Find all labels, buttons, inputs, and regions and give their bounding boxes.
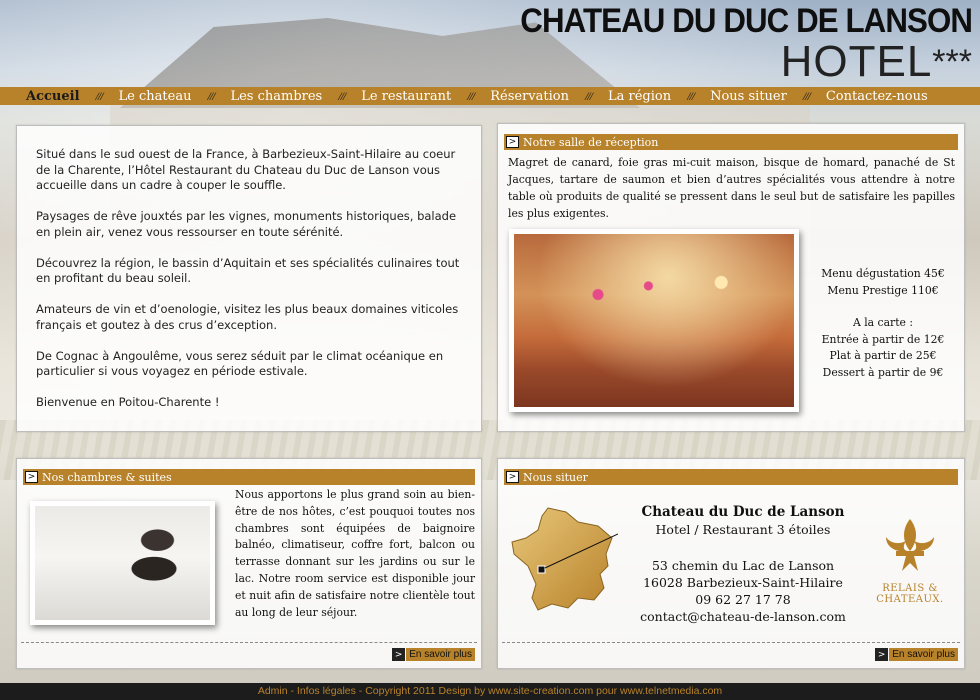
intro-paragraph: Amateurs de vin et d’oenologie, visitez les plus beaux domaines viticoles français et goutez à des crus d’exception. (36, 302, 459, 332)
nav-separator: /// (95, 88, 103, 103)
fleur-de-lis-icon (880, 517, 940, 579)
chevron-right-icon: > (506, 471, 519, 483)
reception-text: Magret de canard, foie gras mi-cuit maison, bisque de homard, panaché de St Jacques, tartare de saumon et bien d’autres spécialités vous attendre à notre table où produits de qualité se pressent dans le seul but de satisfaire les papilles les plus exigentes. (508, 156, 955, 220)
nav-les-chambres[interactable]: Les chambres (230, 88, 323, 104)
footer-text[interactable]: Admin - Infos légales - Copyright 2011 Design by www.site-creation.com pour www.telnetmedia.com (257, 685, 723, 697)
intro-paragraph: Paysages de rêve jouxtés par les vignes, monuments historiques, balade en plein air, venez vous ressourser en toute sérénité. (36, 209, 457, 239)
nav-accueil[interactable]: Accueil (26, 88, 80, 104)
location-header (504, 469, 958, 485)
chevron-right-icon: > (875, 648, 888, 661)
location-title: Nous situer (523, 470, 588, 484)
nav-contactez-nous[interactable]: Contactez-nous (825, 88, 928, 104)
chevron-right-icon: > (25, 471, 38, 483)
reception-header (504, 134, 958, 150)
nav-reservation[interactable]: Réservation (490, 88, 569, 104)
nav-la-region[interactable]: La région (607, 88, 672, 104)
carte-plat: Plat à partir de 25€ (829, 349, 937, 362)
restaurant-photo (509, 229, 799, 412)
location-more-button[interactable] (875, 647, 958, 662)
menu-prices (808, 266, 958, 381)
carte-dessert: Dessert à partir de 9€ (822, 365, 944, 379)
intro-paragraph: Situé dans le sud ouest de la France, à Barbezieux-Saint-Hilaire au coeur de la Charente, l’Hôtel Restaurant du Chateau du Duc de Lanson vous accueille dans un cadre à couper le souffle. (36, 147, 456, 192)
rooms-more-label: En savoir plus (406, 648, 475, 661)
hotel-address (628, 503, 858, 625)
reception-title: Notre salle de réception (523, 135, 659, 149)
france-map-icon (508, 504, 618, 616)
intro-panel (16, 125, 482, 432)
intro-paragraph: Découvrez la région, le bassin d’Aquitain et ses spécialités culinaires tout en profitant du beau soleil. (36, 255, 460, 285)
chevron-right-icon: > (506, 136, 519, 148)
nav-separator: /// (338, 88, 346, 103)
email-link[interactable]: contact@chateau-de-lanson.com (640, 609, 846, 624)
address-city: 16028 Barbezieux-Saint-Hilaire (643, 575, 843, 590)
rooms-text: Nous apportons le plus grand soin au bien-être de nos hôtes, c’est pouquoi toutes nos chambres sont équipées de baignoire balnéo, climatiseur, coffre fort, balcon ou terrasse donnant sur les jardins ou sur le lac. Notre room service est disponible jour et nuit afin de satisfaire notre clientèle tout au long de leur séjour. (235, 488, 475, 619)
nav-le-chateau[interactable]: Le chateau (118, 88, 192, 104)
location-more-label: En savoir plus (889, 648, 958, 661)
nav-separator: /// (467, 88, 475, 103)
footer (0, 683, 980, 700)
nav-separator: /// (802, 88, 810, 103)
relais-chateaux-logo (870, 517, 950, 605)
carte-heading: A la carte : (853, 316, 913, 329)
site-subtitle (481, 37, 972, 86)
main-nav (0, 87, 980, 105)
nav-nous-situer[interactable]: Nous situer (710, 88, 787, 104)
hotel-label: HOTEL (780, 37, 933, 86)
divider (502, 642, 960, 643)
site-header (481, 2, 972, 84)
logo-line-2: CHATEAUX. (876, 594, 944, 605)
room-service-photo (30, 501, 215, 625)
chevron-right-icon: > (392, 648, 405, 661)
star-rating: *** (932, 43, 972, 81)
location-panel (497, 458, 965, 669)
intro-paragraph: Bienvenue en Poitou-Charente ! (36, 395, 220, 409)
hotel-category: Hotel / Restaurant 3 étoiles (655, 522, 831, 537)
nav-le-restaurant[interactable]: Le restaurant (361, 88, 452, 104)
rooms-more-button[interactable] (392, 647, 475, 662)
rooms-header (23, 469, 475, 485)
menu-degustation: Menu dégustation 45€ (821, 267, 945, 280)
intro-paragraph: De Cognac à Angoulême, vous serez séduit par le climat océanique en particulier si vous voyagez en période estivale. (36, 348, 444, 378)
logo-line-1: RELAIS & (882, 583, 938, 594)
rooms-title: Nos chambres & suites (42, 470, 172, 484)
address-street: 53 chemin du Lac de Lanson (651, 558, 835, 573)
rooms-panel (16, 458, 482, 669)
divider (21, 642, 477, 643)
phone-number: 09 62 27 17 78 (695, 592, 791, 607)
nav-separator: /// (207, 88, 215, 103)
menu-prestige: Menu Prestige 110€ (827, 283, 939, 297)
hotel-name: Chateau du Duc de Lanson (641, 504, 845, 520)
carte-entree: Entrée à partir de 12€ (821, 332, 945, 346)
nav-separator: /// (687, 88, 695, 103)
nav-separator: /// (584, 88, 592, 103)
reception-panel (497, 123, 965, 432)
site-title: CHATEAU DU DUC DE LANSON (520, 2, 972, 40)
